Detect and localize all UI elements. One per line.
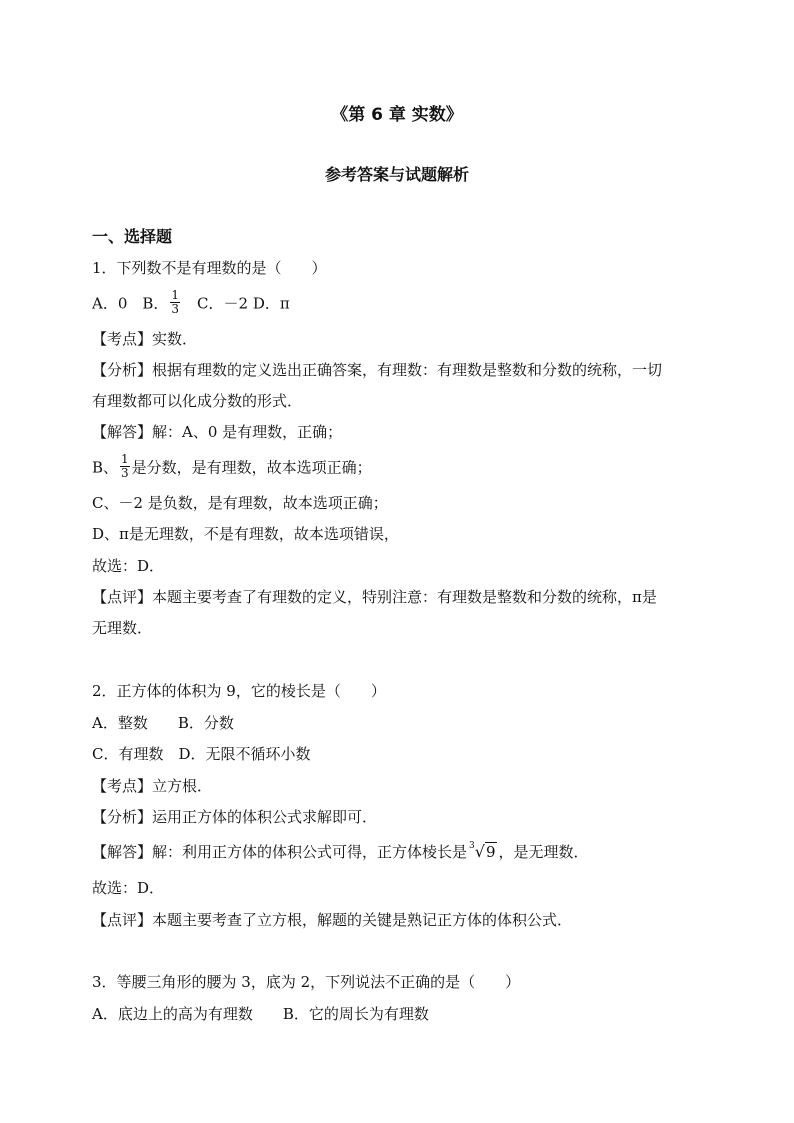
q1-dianping-line1: 【点评】本题主要考查了有理数的定义，特别注意：有理数是整数和分数的统称，π是 <box>92 588 657 606</box>
q2-dianping: 【点评】本题主要考查了立方根，解题的关键是熟记正方体的体积公式． <box>92 911 573 929</box>
q3-options-ab: A．底边上的高为有理数 B．它的周长为有理数 <box>92 1005 429 1023</box>
document-subtitle: 参考答案与试题解析 <box>324 165 469 184</box>
section-heading: 一、选择题 <box>92 227 173 246</box>
q1-kaodian: 【考点】实数． <box>92 330 198 348</box>
q1-stem: 1．下列数不是有理数的是（ ） <box>92 259 327 277</box>
q2-answer: 故选：D． <box>92 879 165 897</box>
q1-fenxi-line2: 有理数都可以化成分数的形式． <box>92 392 303 410</box>
q2-fenxi: 【分析】运用正方体的体积公式求解即可． <box>92 808 378 826</box>
q2-options-ab: A．整数 B．分数 <box>92 714 234 732</box>
q2-options-cd: C．有理数 D．无限不循环小数 <box>92 745 311 763</box>
q1-jieda-line4: D、π是无理数，不是有理数，故本选项错误， <box>92 525 399 543</box>
cube-root-nine: $^3$√9 <box>469 841 496 861</box>
fraction-one-third: $\frac{1}{3}$ <box>171 288 180 316</box>
q1-fenxi-line1: 【分析】根据有理数的定义选出正确答案，有理数：有理数是整数和分数的统称，一切 <box>92 361 663 379</box>
q2-jieda: 【解答】解：利用正方体的体积公式可得，正方体棱长是 $^3$√9 ，是无理数． <box>92 841 589 866</box>
q1-jieda-line3: C、－2 是负数，是有理数，故本选项正确； <box>92 494 388 512</box>
q2-stem: 2．正方体的体积为 9，它的棱长是（ ） <box>92 682 386 700</box>
q1-jieda-line2: B、 $\frac{1}{3}$ 是分数，是有理数，故本选项正确； <box>92 452 372 480</box>
q1-answer: 故选：D． <box>92 557 165 575</box>
document-title: 《第 6 章 实数》 <box>331 105 463 125</box>
q1-option-cd: C．－2 D．π <box>182 294 290 313</box>
q2-kaodian: 【考点】立方根． <box>92 777 213 795</box>
q1-jieda-line1: 【解答】解：A、0 是有理数，正确； <box>92 423 343 441</box>
q1-dianping-line2: 无理数． <box>92 619 153 637</box>
q1-options <box>92 288 290 318</box>
fraction-one-third: $\frac{1}{3}$ <box>121 452 129 480</box>
q3-stem: 3．等腰三角形的腰为 3，底为 2，下列说法不正确的是（ ） <box>92 973 521 991</box>
q1-option-ab: A．0 B． <box>92 294 169 313</box>
